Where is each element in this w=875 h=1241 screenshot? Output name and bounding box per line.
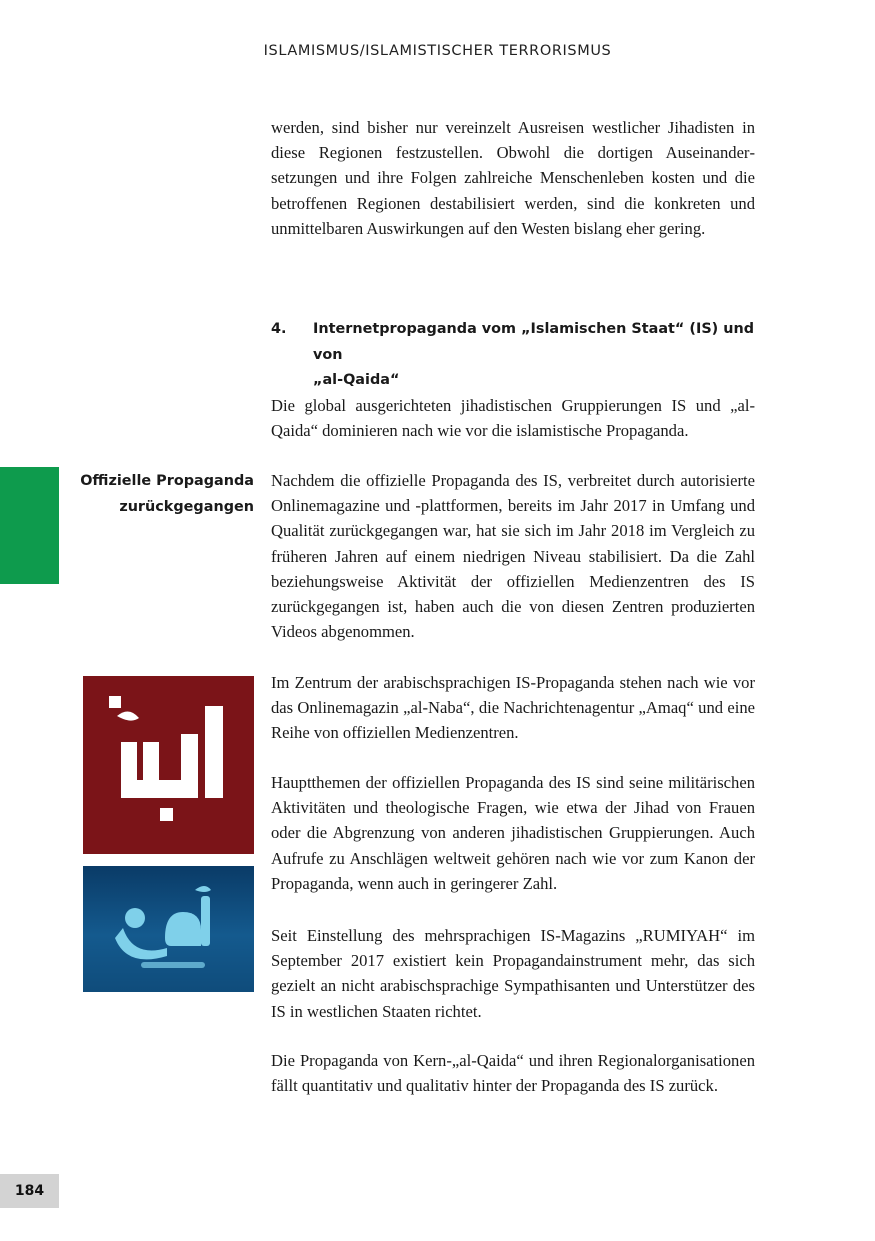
- paragraph-arabic-propaganda: Im Zentrum der arabischsprachigen IS-Propaganda stehen nach wie vor das Onlinemagazin „al-Naba“, die Nachrichtenagentur „Amaq“ und eine Reihe von offiziellen Medienzentren.: [271, 673, 755, 743]
- margin-note-line2: zurückgegangen: [119, 499, 254, 515]
- running-header: ISLAMISMUS/ISLAMISTISCHER TERRORISMUS: [263, 43, 612, 59]
- section-title-line2: „al-Qaida“: [313, 372, 400, 388]
- paragraph-rumiyah: Seit Einstellung des mehrsprachigen IS-Magazins „RUMIYAH“ im September 2017 existiert kein Propagandainstrument mehr, das sich gezielt an nicht arabischsprachige Sympathisanten und Unterstützer des IS in westlichen Staaten richtet.: [271, 926, 755, 1021]
- chapter-color-tab: [0, 467, 59, 584]
- paragraph-main-topics: Hauptthemen der offiziellen Propaganda des IS sind seine militärischen Aktivitäten und theologische Fragen, wie etwa der Jihad von Frauen oder die Abgrenzung von anderen jihadistischen Gruppierungen. Auch Aufrufe zu Anschlägen weltweit gehören nach wie vor zum Kanon der Propaganda, wenn auch in geringerer Zahl.: [271, 773, 755, 893]
- amaq-logo-graphic: [83, 866, 254, 992]
- amaq-logo: [83, 866, 254, 992]
- al-naba-logo: [83, 676, 254, 854]
- section-title-line1: Internetpropaganda vom „Islamischen Staat“ (IS) und von: [313, 321, 755, 363]
- section-number: 4.: [271, 321, 287, 337]
- paragraph-al-qaida: Die Propaganda von Kern-„al-Qaida“ und ihren Regionalorganisationen fällt quantitativ und qualitativ hinter der Propaganda des IS zurück.: [271, 1051, 755, 1096]
- paragraph-global-groups: Die global ausgerichteten jihadistischen Gruppierungen IS und „al-Qaida“ dominieren nach wie vor die islamistische Propaganda.: [271, 396, 755, 441]
- paragraph-intro-continuation: werden, sind bisher nur vereinzelt Ausreisen westlicher Jihadisten in diese Regionen festzustellen. Obwohl die dortigen Auseinandersetzungen und ihre Folgen zahlreiche Menschenleben kosten und die betroffenen Regionen destabilisiert werden, sind die konkreten und unmittelbaren Auswirkungen auf den Westen bislang eher gering.: [271, 118, 755, 238]
- margin-note-line1: Offizielle Propaganda: [80, 473, 254, 489]
- paragraph-official-propaganda: Nachdem die offizielle Propaganda des IS, verbreitet durch autorisierte Onlinemagazine und -plattformen, bereits im Jahr 2017 in Umfang und Qualität zurückgegangen war, hat sie sich im Jahr 2018 im Vergleich zu früheren Jahren auf einem niedrigen Niveau stabilisiert. Da die Zahl beziehungsweise Aktivität der offiziellen Medienzentren des IS zurückgegangen ist, haben auch die von diesen Zentren produzierten Videos abgenommen.: [271, 471, 755, 642]
- page-number: 184: [0, 1174, 59, 1208]
- margin-note: [60, 468, 254, 520]
- al-naba-logo-graphic: [83, 676, 254, 854]
- section-heading: [271, 317, 755, 394]
